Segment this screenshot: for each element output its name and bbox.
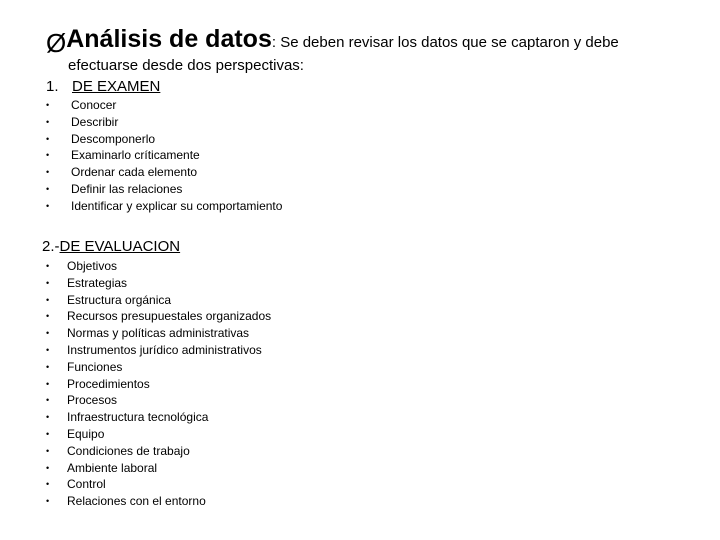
section2-prefix: 2.- <box>42 238 60 255</box>
arrow-bullet-icon: Ø <box>46 27 67 58</box>
list-item <box>46 131 282 148</box>
list-item-text: Estructura orgánica <box>67 292 172 307</box>
section2-title: DE EVALUACION <box>59 238 181 255</box>
list-item <box>46 292 271 309</box>
list-item <box>46 409 271 426</box>
bullet-icon: • <box>46 150 50 161</box>
section1-number: 1. <box>46 78 59 95</box>
list-item <box>46 181 282 198</box>
title-line <box>46 24 619 58</box>
list-item-text: Estrategias <box>67 275 128 290</box>
list-item-text: Procedimientos <box>67 376 150 391</box>
title-continuation: efectuarse desde dos perspectivas: <box>68 57 304 74</box>
list-item-text: Recursos presupuestales organizados <box>67 309 272 324</box>
section1-heading <box>46 78 160 95</box>
bullet-icon: • <box>46 277 50 288</box>
section1-list <box>46 97 282 215</box>
bullet-icon: • <box>46 167 50 178</box>
list-item <box>46 476 271 493</box>
bullet-icon: • <box>46 479 50 490</box>
bullet-icon: • <box>46 428 50 439</box>
section2-list <box>46 258 271 510</box>
bullet-icon: • <box>46 395 50 406</box>
bullet-icon: • <box>46 261 50 271</box>
list-item <box>46 493 271 510</box>
list-item <box>46 426 271 443</box>
list-item <box>46 460 271 477</box>
list-item-text: Instrumentos jurídico administrativos <box>67 342 262 357</box>
list-item <box>46 443 271 460</box>
title-heading: Análisis de datos <box>66 25 272 53</box>
list-item-text: Relaciones con el entorno <box>67 494 206 509</box>
section2-heading <box>42 238 180 255</box>
bullet-icon: • <box>46 328 50 339</box>
bullet-icon: • <box>46 445 50 456</box>
bullet-icon: • <box>46 116 50 127</box>
bullet-icon: • <box>46 311 50 322</box>
list-item-text: Condiciones de trabajo <box>67 443 190 458</box>
bullet-icon: • <box>46 462 50 473</box>
list-item <box>46 325 271 342</box>
list-item-text: Control <box>67 477 106 492</box>
list-item <box>46 275 271 292</box>
list-item <box>46 97 282 114</box>
list-item <box>46 114 282 131</box>
list-item <box>46 258 271 275</box>
list-item-text: Examinarlo críticamente <box>71 148 200 163</box>
bullet-icon: • <box>46 378 50 389</box>
list-item-text: Equipo <box>67 426 105 441</box>
list-item <box>46 147 282 164</box>
list-item <box>46 164 282 181</box>
list-item <box>46 392 271 409</box>
bullet-icon: • <box>46 183 50 194</box>
bullet-icon: • <box>46 200 50 211</box>
list-item-text: Procesos <box>67 393 118 408</box>
list-item-text: Descomponerlo <box>71 131 156 146</box>
bullet-icon: • <box>46 100 50 110</box>
title-text: : Se deben revisar los datos que se captaron y debe <box>271 34 619 51</box>
list-item-text: Identificar y explicar su comportamiento <box>71 198 283 213</box>
list-item-text: Normas y políticas administrativas <box>67 326 250 341</box>
list-item-text: Funciones <box>67 359 123 374</box>
list-item <box>46 308 271 325</box>
list-item-text: Describir <box>71 114 119 129</box>
bullet-icon: • <box>46 294 50 305</box>
bullet-icon: • <box>46 361 50 372</box>
bullet-icon: • <box>46 133 50 144</box>
bullet-icon: • <box>46 344 50 355</box>
list-item-text: Infraestructura tecnológica <box>67 410 209 425</box>
section1-title: DE EXAMEN <box>72 78 161 95</box>
list-item-text: Conocer <box>71 98 117 112</box>
list-item-text: Ambiente laboral <box>67 460 158 475</box>
list-item <box>46 376 271 393</box>
list-item <box>46 359 271 376</box>
bullet-icon: • <box>46 496 50 507</box>
list-item-text: Objetivos <box>67 259 118 273</box>
list-item <box>46 342 271 359</box>
list-item-text: Ordenar cada elemento <box>71 165 198 180</box>
bullet-icon: • <box>46 412 50 423</box>
list-item <box>46 198 282 215</box>
list-item-text: Definir las relaciones <box>71 181 183 196</box>
